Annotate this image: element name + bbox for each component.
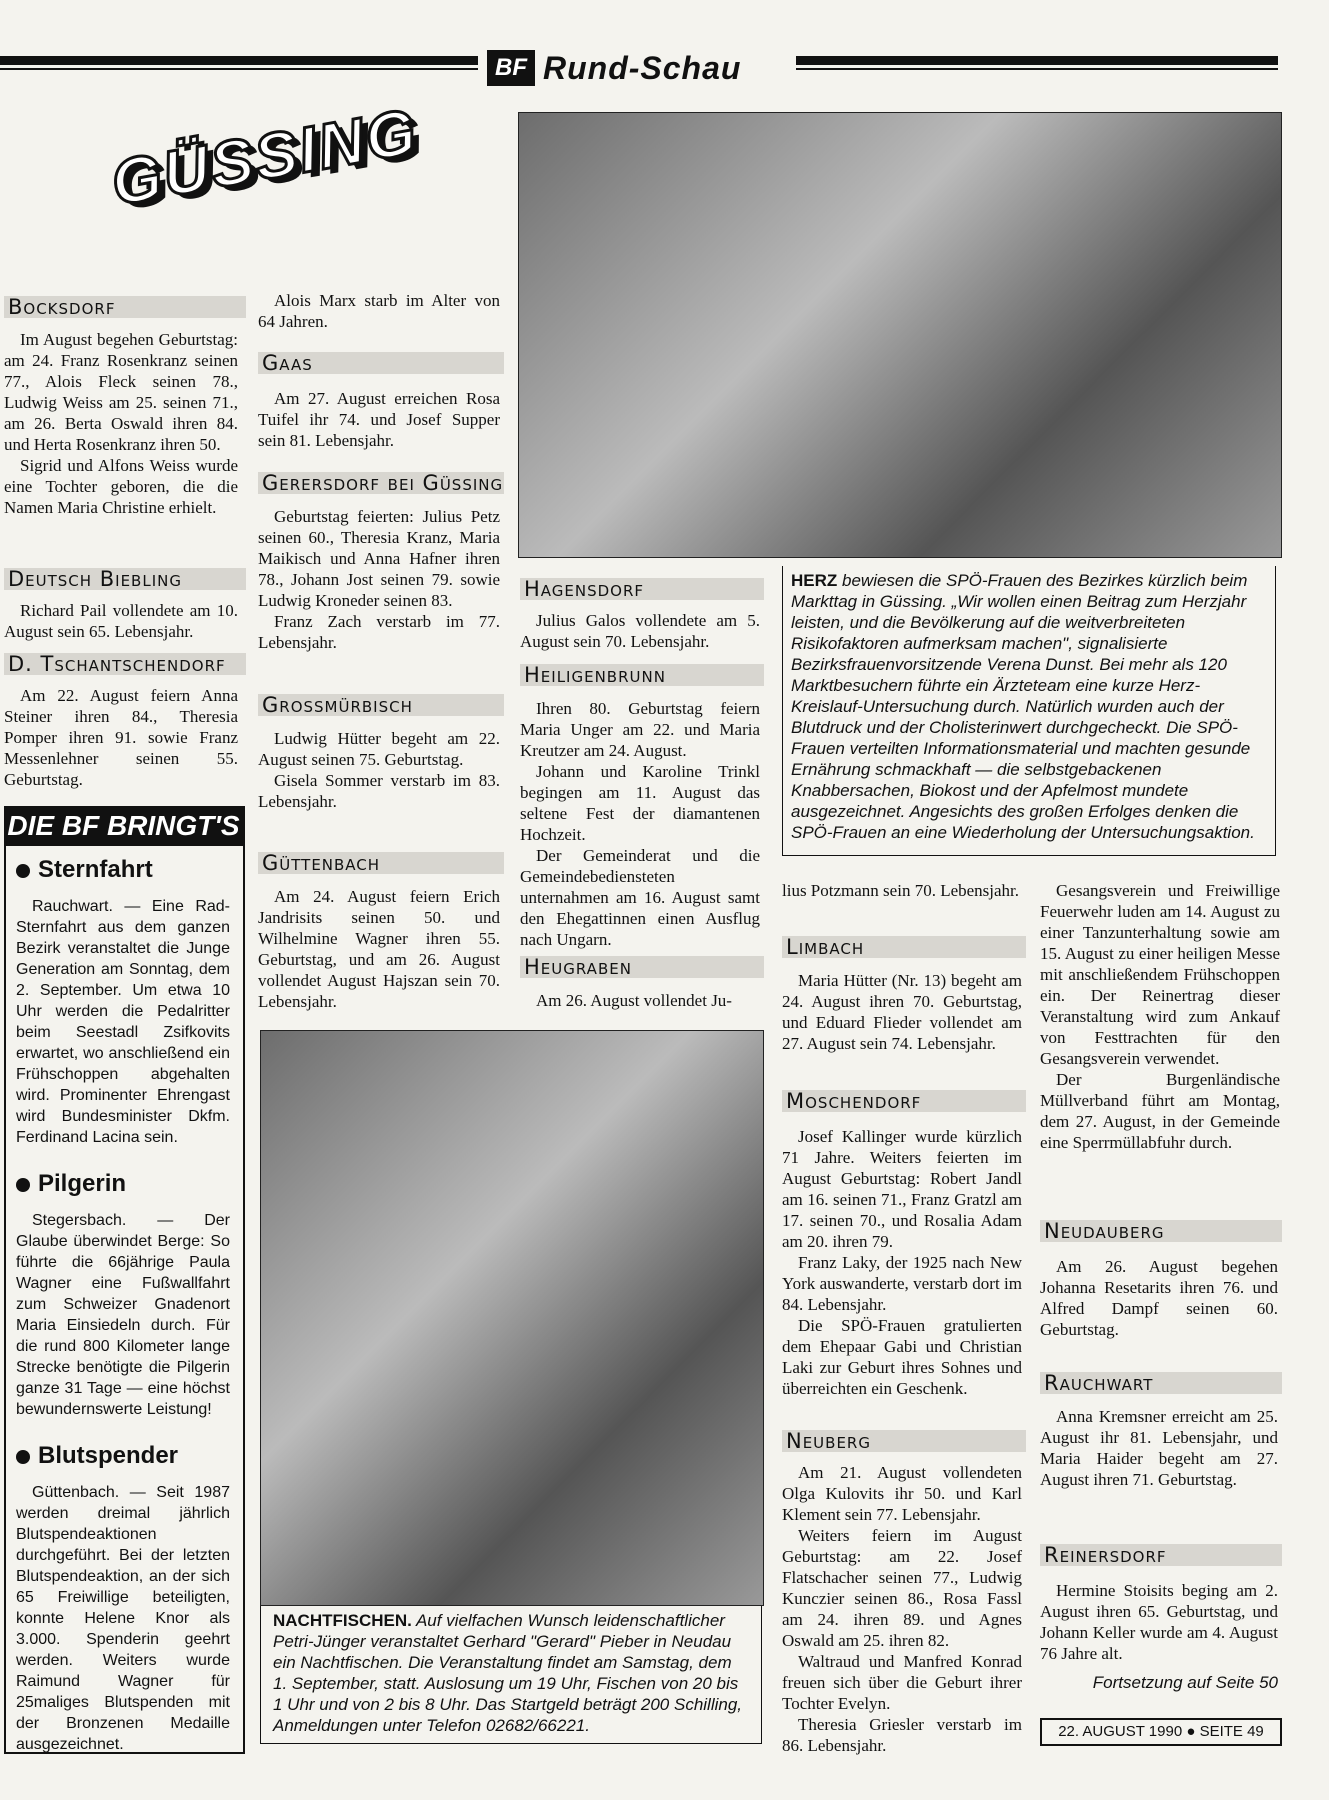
header-brand [487, 48, 787, 88]
text-heugraben: Am 26. August vollendet Ju- [536, 991, 732, 1010]
photo-spoe-frauen [518, 112, 1282, 558]
text-hagensdorf: Julius Galos vollendete am 5. August sein 70. Lebensjahr. [520, 611, 760, 651]
text-alois-marx: Alois Marx starb im Alter von 64 Jahren. [258, 291, 500, 331]
sub-blutspender: Blutspender [16, 1442, 178, 1470]
text-guettenbach: Am 24. August feiern Erich Jandrisits seinen 50. und Wilhelmine Wagner ihren 55. Geburtstag, und am 26. August vollendet August Hajszan sein 70. Lebensjahr. [258, 887, 500, 1011]
head-neudauberg: Neudauberg [1040, 1220, 1282, 1242]
text-rauchwart: Anna Kremsner erreicht am 25. August ihr 81. Lebensjahr, und Maria Haider begeht am 27. August ihren 71. Geburtstag. [1040, 1407, 1278, 1489]
text-bocksdorf: Im August begehen Geburtstag: am 24. Franz Rosenkranz seinen 77., Alois Fleck seinen 78., Ludwig Weiss am 25. seinen 71., am 26. Berta Oswald ihren 84. und Herta Rosenkranz ihren 50. Sigrid und Alfons Weiss wurde eine Tochter geboren, die die Namen Maria Christine erhielt. [4, 330, 238, 517]
rundschau-title: Rund-Schau [543, 49, 742, 86]
text-moschendorf: Josef Kallinger wurde kürzlich 71 Jahre. Weiters feierten im August Geburtstag: Robert Jandl am 16. seinen 71., Franz Gratzl am 17. seinen 70., und Rosalia Adam am 20. ihren 79. Franz Laky, der 1925 nach New York auswanderte, verstarb dort im 84. Lebensjahr. Die SPÖ-Frauen gratulierten dem Ehepaar Gabi und Christian Laki zur Geburt ihres Sohnes und überreichten ein Geschenk. [782, 1127, 1022, 1398]
text-blutspender: Güttenbach. — Seit 1987 werden dreimal jährlich Blutspendeaktionen durchgeführt. Bei der letzten Blutspendeaktion, an der sich 65 Freiwillige beteiligten, konnte Helene Knor als 3.000. Spenderin geehrt werden. Weiters wurde Raimund Wagner für 25maliges Blutspenden mit der Bronzenen Medaille ausgezeichnet. [16, 1484, 230, 1753]
head-reinersdorf: Reinersdorf [1040, 1544, 1282, 1566]
header-rule-left-thin [0, 68, 478, 70]
text-tschantschendorf: Am 22. August feiern Anna Steiner ihren 84., Theresia Pomper ihren 91. sowie Franz Messenlehner seinen 55. Geburtstag. [4, 686, 238, 789]
text-gerersdorf: Geburtstag feierten: Julius Petz seinen 60., Theresia Kranz, Maria Maikisch und Anna Hafner ihren 78., Johann Jost seinen 79. sowie Ludwig Kroneder seinen 83. Franz Zach verstarb im 77. Lebensjahr. [258, 507, 500, 652]
footer-date-page: 22. AUGUST 1990 ● SEITE 49 [1040, 1718, 1282, 1746]
header-rule-right [796, 56, 1278, 65]
head-gaas: Gaas [258, 352, 504, 374]
text-gaas: Am 27. August erreichen Rosa Tuifel ihr 74. und Josef Supper sein 81. Lebensjahr. [258, 389, 500, 450]
text-fortsetzung: Fortsetzung auf Seite 50 [1092, 1673, 1278, 1692]
photo-nachtfischen [260, 1030, 764, 1606]
bullet-icon [16, 1450, 30, 1464]
text-gesangsverein: Gesangsverein und Freiwillige Feuerwehr luden am 14. August zu einer Tanzunterhaltung sowie am 15. August zu einer heiligen Messe mit anschließendem Frühschoppen ein. Der Reinertrag dieser Veranstaltung wird zum Ankauf von Festtrachten für den Gesangsverein verwendet. Der Burgenländische Müllverband führt am Montag, dem 27. August, in der Gemeinde eine Sperrmüllabfuhr durch. [1040, 881, 1280, 1152]
bullet-icon [16, 1178, 30, 1192]
text-grossmuerbisch: Ludwig Hütter begeht am 22. August seinen 75. Geburtstag. Gisela Sommer verstarb im 83. Lebensjahr. [258, 729, 500, 811]
text-potzmann: lius Potzmann sein 70. Lebensjahr. [782, 881, 1020, 900]
head-gerersdorf: Gerersdorf bei Güssing [258, 472, 504, 494]
caption-nachtfischen: NACHTFISCHEN. Auf vielfachen Wunsch leidenschaftlicher Petri-Jünger veranstaltet Gerhard "Gerard" Pieber in Neudau ein Nachtfischen. Die Veranstaltung findet am Samstag, dem 1. September, statt. Auslosung um 19 Uhr, Fischen von 20 bis 1 Uhr und von 2 bis 8 Uhr. Das Startgeld beträgt 200 Schilling, Anmeldungen unter Telefon 02682/66221. [260, 1606, 762, 1744]
bullet-icon [16, 864, 30, 878]
text-heiligenbrunn: Ihren 80. Geburtstag feiern Maria Unger am 22. und Maria Kreutzer am 24. August. Johann und Karoline Trinkl begingen am 11. August das seltene Fest der diamantenen Hochzeit. Der Gemeinderat und die Gemeindebediensteten unternahmen am 16. August samt den Ehegattinnen einen Ausflug nach Ungarn. [520, 699, 760, 949]
head-grossmuerbisch: Grossmürbisch [258, 694, 504, 716]
head-heiligenbrunn: Heiligenbrunn [520, 664, 764, 686]
header-rule-left [0, 56, 478, 65]
head-neuberg: Neuberg [782, 1430, 1026, 1452]
caption-herz: HERZ bewiesen die SPÖ-Frauen des Bezirkes kürzlich beim Markttag in Güssing. „Wir wollen einen Beitrag zum Herzjahr leisten, und die Bevölkerung auf die weitverbreiteten Risikofaktoren aufmerksam machen", signalisierte Bezirksfrauenvorsitzende Verena Dunst. Bei mehr als 120 Marktbesuchern führte ein Ärzteteam eine kurze Herz-Kreislauf-Untersuchung durch. Natürlich wurden auch der Blutdruck und der Cholisterinwert durchgecheckt. Die SPÖ-Frauen verteilten Informationsmaterial und machten gesunde Ernährung schmackhaft — die selbstgebackenen Knabbersachen, Biokost und der Apfelmost mundete ausgezeichnet. Angesichts des großen Erfolges denken die SPÖ-Frauen an eine Wiederholung der Untersuchungsaktion. [782, 566, 1276, 856]
head-guettenbach: Güttenbach [258, 852, 504, 874]
text-reinersdorf: Hermine Stoisits beging am 2. August ihren 65. Geburtstag, und Johann Keller wurde am 4. August 76 Jahre alt. [1040, 1581, 1278, 1663]
head-limbach: Limbach [782, 936, 1026, 958]
head-deutsch-biebling: Deutsch Biebling [4, 568, 246, 590]
bf-bringt-title: DIE BF BRINGT'S [4, 806, 243, 846]
text-deutsch-biebling: Richard Pail vollendete am 10. August sein 65. Lebensjahr. [4, 601, 238, 641]
text-neuberg: Am 21. August vollendeten Olga Kulovits ihr 50. und Karl Klement sein 77. Lebensjahr. Weiters feiern im August Geburtstag: am 22. Josef Flatschacher seinen 77., Ludwig Kunczier seinen 86., Rosa Fassl am 24. ihren 89. und Agnes Oswald am 25. ihren 82. Waltraud und Manfred Konrad freuen sich über die Geburt ihrer Tochter Evelyn. Theresia Griesler verstarb im 86. Lebensjahr. [782, 1463, 1022, 1755]
text-limbach: Maria Hütter (Nr. 13) begeht am 24. August ihren 70. Geburtstag, und Eduard Flieder vollendet am 27. August sein 74. Lebensjahr. [782, 971, 1022, 1053]
text-neudauberg: Am 26. August begehen Johanna Resetarits ihren 76. und Alfred Dampf seinen 60. Geburtstag. [1040, 1257, 1278, 1339]
head-hagensdorf: Hagensdorf [520, 578, 764, 600]
header-rule-right-thin [796, 68, 1278, 70]
head-rauchwart: Rauchwart [1040, 1372, 1282, 1394]
gussing-masthead: GÜSSING [106, 94, 424, 220]
text-sternfahrt: Rauchwart. — Eine Rad-Sternfahrt aus dem ganzen Bezirk veranstaltet die Junge Generation am Sonntag, dem 2. September. Um etwa 10 Uhr werden die Pedalritter beim Seestadl Zsifkovits erwartet, wo anschließend ein Frühschoppen abgehalten wird. Prominenter Ehrengast wird Bundesminister Dkfm. Ferdinand Lacina sein. [16, 898, 230, 1146]
head-tschantschendorf: D. Tschantschendorf [4, 653, 246, 675]
head-moschendorf: Moschendorf [782, 1090, 1026, 1112]
head-bocksdorf: Bocksdorf [4, 296, 246, 318]
bf-logo: BF [487, 50, 535, 86]
head-heugraben: Heugraben [520, 956, 764, 978]
sub-sternfahrt: Sternfahrt [16, 856, 153, 884]
text-pilgerin: Stegersbach. — Der Glaube überwindet Berge: So führte die 66jährige Paula Wagner eine Fußwallfahrt zum Schweizer Gnadenort Maria Einsiedeln durch. Für die rund 800 Kilometer lange Strecke benötigte die Pilgerin ganze 31 Tage — eine höchst bewundernswerte Leistung! [16, 1212, 230, 1418]
sub-pilgerin: Pilgerin [16, 1170, 126, 1198]
